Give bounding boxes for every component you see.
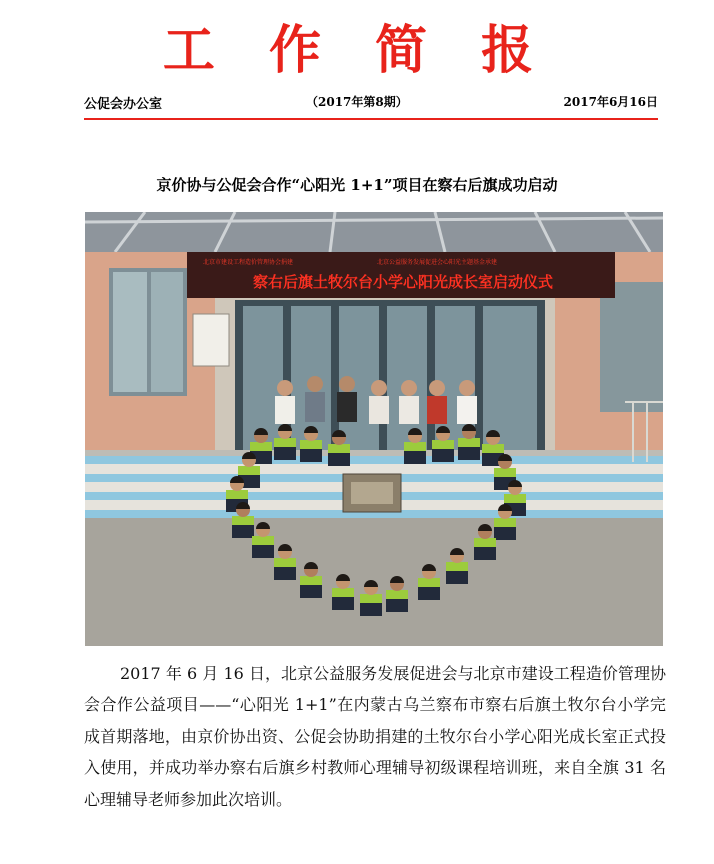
banner-small-left: 北京市建设工程造价管理协会捐建 — [203, 259, 294, 266]
issuer-label: 公促会办公室 — [84, 97, 163, 112]
masthead-title: 工 作 简 报 — [162, 21, 552, 81]
issue-number: （2017年第8期） — [306, 95, 408, 109]
article-body: 2017 年 6 月 16 日，北京公益服务发展促进会与北京市建设工程造价管理协会合作公益项目——“心阳光 1+1”在内蒙古乌兰察布市察右后旗土牧尔台小学完成首期落地，由京价协出资、公促会协助捐建的土牧尔台小学心阳光成长室正式投入使用，并成功举办察右后旗乡村教师心理辅导初级课程培训班，来自全旗 31 名心理辅导老师参加此次培训。 — [84, 664, 666, 809]
article-headline: 京价协与公促会合作“心阳光 1+1”项目在察右后旗成功启动 — [156, 176, 558, 194]
issue-meta-row — [84, 93, 658, 111]
issue-date: 2017年6月16日 — [563, 95, 658, 109]
banner-main-text: 察右后旗土牧尔台小学心阳光成长室启动仪式 — [253, 273, 554, 291]
red-divider — [84, 118, 658, 120]
event-photo — [85, 212, 663, 646]
banner-small-right: 北京公益服务发展促进会心阳光主题基金承建 — [377, 259, 498, 266]
